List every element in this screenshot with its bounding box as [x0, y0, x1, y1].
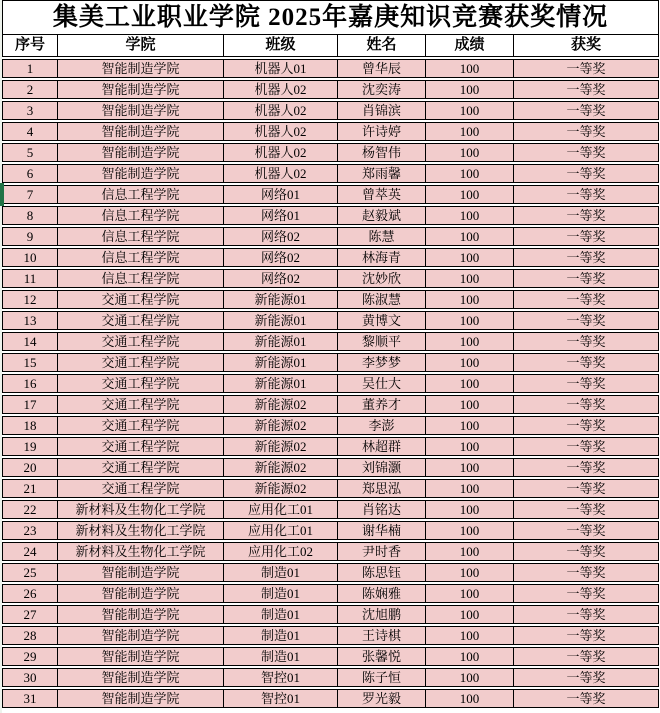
awards-table	[2, 0, 659, 710]
cell-name[interactable]: 罗光毅	[338, 690, 426, 707]
cell-no[interactable]: 16	[3, 375, 58, 392]
cell-college[interactable]: 交通工程学院	[58, 459, 224, 476]
table-row[interactable]	[2, 227, 659, 246]
cell-award[interactable]: 一等奖	[566, 208, 606, 223]
cell-award[interactable]: 一等奖	[566, 229, 606, 244]
cell-score[interactable]: 100	[426, 333, 514, 350]
cell-college[interactable]: 信息工程学院	[58, 228, 224, 245]
cell-score[interactable]: 100	[426, 144, 514, 161]
cell-award[interactable]: 一等奖	[566, 691, 606, 706]
table-row[interactable]	[2, 668, 659, 687]
cell-award[interactable]: 一等奖	[566, 460, 606, 475]
table-row[interactable]	[2, 59, 659, 78]
cell-class[interactable]: 网络01	[224, 186, 338, 203]
cell-no[interactable]: 8	[3, 207, 58, 224]
cell-no[interactable]: 28	[3, 627, 58, 644]
cell-college[interactable]: 智能制造学院	[58, 144, 224, 161]
cell-award[interactable]: 一等奖	[566, 628, 606, 643]
cell-score[interactable]: 100	[426, 186, 514, 203]
cell-no[interactable]: 2	[3, 81, 58, 98]
cell-name[interactable]: 陈思钰	[338, 564, 426, 581]
cell-no[interactable]: 24	[3, 543, 58, 560]
table-row[interactable]	[2, 122, 659, 141]
cell-no[interactable]: 27	[3, 606, 58, 623]
cell-class[interactable]: 制造01	[224, 648, 338, 665]
cell-college[interactable]: 交通工程学院	[58, 312, 224, 329]
cell-name[interactable]: 沈妙欣	[338, 270, 426, 287]
cell-award[interactable]: 一等奖	[566, 103, 606, 118]
cell-name[interactable]: 吴仕大	[338, 375, 426, 392]
cell-no[interactable]: 4	[3, 123, 58, 140]
cell-no[interactable]: 17	[3, 396, 58, 413]
table-row[interactable]	[2, 290, 659, 309]
cell-college[interactable]: 智能制造学院	[58, 669, 224, 686]
cell-award[interactable]: 一等奖	[566, 61, 606, 76]
table-row[interactable]	[2, 80, 659, 99]
cell-no[interactable]: 15	[3, 354, 58, 371]
cell-score[interactable]: 100	[426, 627, 514, 644]
cell-no[interactable]: 19	[3, 438, 58, 455]
cell-class[interactable]: 新能源01	[224, 354, 338, 371]
cell-award[interactable]: 一等奖	[566, 187, 606, 202]
cell-award[interactable]: 一等奖	[566, 586, 606, 601]
cell-class[interactable]: 新能源02	[224, 480, 338, 497]
cell-college[interactable]: 智能制造学院	[58, 585, 224, 602]
cell-no[interactable]: 11	[3, 270, 58, 287]
table-row[interactable]	[2, 647, 659, 666]
cell-class[interactable]: 新能源01	[224, 291, 338, 308]
cell-name[interactable]: 许诗婷	[338, 123, 426, 140]
cell-college[interactable]: 交通工程学院	[58, 291, 224, 308]
cell-name[interactable]: 刘锦灏	[338, 459, 426, 476]
cell-class[interactable]: 网络02	[224, 270, 338, 287]
cell-no[interactable]: 18	[3, 417, 58, 434]
cell-name[interactable]: 李梦梦	[338, 354, 426, 371]
cell-award[interactable]: 一等奖	[566, 397, 606, 412]
cell-class[interactable]: 机器人02	[224, 165, 338, 182]
cell-name[interactable]: 林海青	[338, 249, 426, 266]
cell-class[interactable]: 机器人02	[224, 123, 338, 140]
cell-college[interactable]: 智能制造学院	[58, 648, 224, 665]
cell-name[interactable]: 陈娴雅	[338, 585, 426, 602]
cell-no[interactable]: 12	[3, 291, 58, 308]
table-row[interactable]	[2, 374, 659, 393]
cell-class[interactable]: 新能源02	[224, 396, 338, 413]
cell-award[interactable]: 一等奖	[566, 166, 606, 181]
cell-name[interactable]: 肖锦滨	[338, 102, 426, 119]
cell-college[interactable]: 新材料及生物化工学院	[58, 522, 224, 539]
cell-class[interactable]: 网络02	[224, 249, 338, 266]
cell-class[interactable]: 制造01	[224, 627, 338, 644]
cell-score[interactable]: 100	[426, 522, 514, 539]
cell-college[interactable]: 智能制造学院	[58, 690, 224, 707]
cell-score[interactable]: 100	[426, 480, 514, 497]
cell-name[interactable]: 谢华楠	[338, 522, 426, 539]
cell-name[interactable]: 陈子恒	[338, 669, 426, 686]
table-title-cell[interactable]: 集美工业职业学院 2025年嘉庚知识竞赛获奖情况	[2, 0, 659, 35]
cell-class[interactable]: 应用化工01	[224, 522, 338, 539]
table-row[interactable]	[2, 248, 659, 267]
cell-class[interactable]: 应用化工01	[224, 501, 338, 518]
cell-score[interactable]: 100	[426, 648, 514, 665]
cell-class[interactable]: 制造01	[224, 585, 338, 602]
cell-college[interactable]: 智能制造学院	[58, 102, 224, 119]
table-body	[2, 59, 659, 708]
table-row[interactable]	[2, 353, 659, 372]
table-row[interactable]	[2, 521, 659, 540]
cell-name[interactable]: 沈旭鹏	[338, 606, 426, 623]
cell-award[interactable]: 一等奖	[566, 439, 606, 454]
table-row[interactable]	[2, 605, 659, 624]
cell-class[interactable]: 智控01	[224, 669, 338, 686]
cell-college[interactable]: 交通工程学院	[58, 354, 224, 371]
cell-score[interactable]: 100	[426, 312, 514, 329]
cell-score[interactable]: 100	[426, 606, 514, 623]
cell-class[interactable]: 制造01	[224, 606, 338, 623]
header-cell-class[interactable]: 班级	[224, 35, 338, 56]
cell-score[interactable]: 100	[426, 270, 514, 287]
header-cell-score[interactable]: 成绩	[426, 35, 514, 56]
cell-award[interactable]: 一等奖	[566, 250, 606, 265]
cell-score[interactable]: 100	[426, 459, 514, 476]
cell-college[interactable]: 智能制造学院	[58, 165, 224, 182]
cell-name[interactable]: 尹时香	[338, 543, 426, 560]
cell-college[interactable]: 智能制造学院	[58, 123, 224, 140]
cell-class[interactable]: 网络02	[224, 228, 338, 245]
cell-score[interactable]: 100	[426, 354, 514, 371]
cell-no[interactable]: 21	[3, 480, 58, 497]
cell-award[interactable]: 一等奖	[566, 418, 606, 433]
table-row[interactable]	[2, 689, 659, 708]
cell-score[interactable]: 100	[426, 207, 514, 224]
cell-no[interactable]: 25	[3, 564, 58, 581]
cell-award[interactable]: 一等奖	[566, 481, 606, 496]
cell-score[interactable]: 100	[426, 249, 514, 266]
cell-name[interactable]: 王诗棋	[338, 627, 426, 644]
cell-name[interactable]: 林超群	[338, 438, 426, 455]
cell-name[interactable]: 杨智伟	[338, 144, 426, 161]
cell-college[interactable]: 智能制造学院	[58, 564, 224, 581]
cell-name[interactable]: 郑思泓	[338, 480, 426, 497]
cell-award[interactable]: 一等奖	[566, 544, 606, 559]
cell-name[interactable]: 张馨悦	[338, 648, 426, 665]
cell-award[interactable]: 一等奖	[566, 313, 606, 328]
table-row[interactable]	[2, 185, 659, 204]
cell-no[interactable]: 14	[3, 333, 58, 350]
cell-college[interactable]: 信息工程学院	[58, 249, 224, 266]
cell-class[interactable]: 新能源02	[224, 438, 338, 455]
cell-award[interactable]: 一等奖	[566, 334, 606, 349]
cell-no[interactable]: 5	[3, 144, 58, 161]
cell-name[interactable]: 黄博文	[338, 312, 426, 329]
header-cell-college[interactable]: 学院	[58, 35, 224, 56]
cell-score[interactable]: 100	[426, 165, 514, 182]
cell-name[interactable]: 曾萃英	[338, 186, 426, 203]
header-cell-award[interactable]: 获奖	[570, 37, 601, 53]
cell-score[interactable]: 100	[426, 102, 514, 119]
cell-college[interactable]: 交通工程学院	[58, 333, 224, 350]
cell-score[interactable]: 100	[426, 417, 514, 434]
cell-score[interactable]: 100	[426, 60, 514, 77]
cell-award[interactable]: 一等奖	[566, 292, 606, 307]
cell-class[interactable]: 机器人02	[224, 81, 338, 98]
cell-class[interactable]: 机器人01	[224, 60, 338, 77]
table-row[interactable]	[2, 269, 659, 288]
cell-no[interactable]: 9	[3, 228, 58, 245]
cell-score[interactable]: 100	[426, 690, 514, 707]
cell-name[interactable]: 陈慧	[338, 228, 426, 245]
cell-college[interactable]: 交通工程学院	[58, 438, 224, 455]
cell-score[interactable]: 100	[426, 396, 514, 413]
cell-award[interactable]: 一等奖	[566, 271, 606, 286]
table-row[interactable]	[2, 395, 659, 414]
cell-class[interactable]: 新能源02	[224, 459, 338, 476]
cell-no[interactable]: 29	[3, 648, 58, 665]
cell-award[interactable]: 一等奖	[566, 523, 606, 538]
table-row[interactable]	[2, 542, 659, 561]
header-cell-name[interactable]: 姓名	[338, 35, 426, 56]
table-row[interactable]	[2, 416, 659, 435]
cell-score[interactable]: 100	[426, 501, 514, 518]
cell-award[interactable]: 一等奖	[566, 565, 606, 580]
table-header-row	[2, 35, 659, 57]
cell-college[interactable]: 智能制造学院	[58, 606, 224, 623]
cell-award[interactable]: 一等奖	[566, 145, 606, 160]
cell-award[interactable]: 一等奖	[566, 124, 606, 139]
cell-award[interactable]: 一等奖	[566, 502, 606, 517]
table-row[interactable]	[2, 206, 659, 225]
cell-college[interactable]: 交通工程学院	[58, 417, 224, 434]
cell-no[interactable]: 13	[3, 312, 58, 329]
table-row[interactable]	[2, 437, 659, 456]
cell-award[interactable]: 一等奖	[566, 670, 606, 685]
cell-college[interactable]: 交通工程学院	[58, 480, 224, 497]
cell-award[interactable]: 一等奖	[566, 355, 606, 370]
cell-award[interactable]: 一等奖	[566, 376, 606, 391]
table-row[interactable]	[2, 164, 659, 183]
cell-no[interactable]: 26	[3, 585, 58, 602]
cell-name[interactable]: 郑雨馨	[338, 165, 426, 182]
cell-class[interactable]: 网络01	[224, 207, 338, 224]
table-row[interactable]	[2, 101, 659, 120]
cell-class[interactable]: 智控01	[224, 690, 338, 707]
cell-college[interactable]: 信息工程学院	[58, 270, 224, 287]
cell-class[interactable]: 机器人02	[224, 144, 338, 161]
cell-score[interactable]: 100	[426, 123, 514, 140]
cell-no[interactable]: 22	[3, 501, 58, 518]
table-row[interactable]	[2, 311, 659, 330]
cell-no[interactable]: 23	[3, 522, 58, 539]
cell-name[interactable]: 黎顺平	[338, 333, 426, 350]
cell-college[interactable]: 智能制造学院	[58, 627, 224, 644]
cell-name[interactable]: 沈奕涛	[338, 81, 426, 98]
cell-score[interactable]: 100	[426, 81, 514, 98]
cell-college[interactable]: 智能制造学院	[58, 81, 224, 98]
cell-score[interactable]: 100	[426, 585, 514, 602]
table-row[interactable]	[2, 479, 659, 498]
cell-score[interactable]: 100	[426, 375, 514, 392]
table-row[interactable]	[2, 563, 659, 582]
cell-class[interactable]: 新能源01	[224, 333, 338, 350]
cell-award[interactable]: 一等奖	[566, 607, 606, 622]
cell-no[interactable]: 1	[3, 60, 58, 77]
cell-name[interactable]: 陈淑慧	[338, 291, 426, 308]
table-row[interactable]	[2, 143, 659, 162]
cell-score[interactable]: 100	[426, 438, 514, 455]
cell-name[interactable]: 肖铭达	[338, 501, 426, 518]
cell-class[interactable]: 机器人02	[224, 102, 338, 119]
cell-class[interactable]: 制造01	[224, 564, 338, 581]
cell-name[interactable]: 李澎	[338, 417, 426, 434]
cell-score[interactable]: 100	[426, 669, 514, 686]
cell-score[interactable]: 100	[426, 543, 514, 560]
cell-college[interactable]: 交通工程学院	[58, 396, 224, 413]
cell-college[interactable]: 新材料及生物化工学院	[58, 501, 224, 518]
cell-college[interactable]: 信息工程学院	[58, 207, 224, 224]
cell-name[interactable]: 董养才	[338, 396, 426, 413]
cell-score[interactable]: 100	[426, 564, 514, 581]
cell-class[interactable]: 应用化工02	[224, 543, 338, 560]
cell-no[interactable]: 7	[3, 186, 58, 203]
cell-award[interactable]: 一等奖	[566, 649, 606, 664]
cell-no[interactable]: 31	[3, 690, 58, 707]
cell-name[interactable]: 赵毅斌	[338, 207, 426, 224]
cell-college[interactable]: 交通工程学院	[58, 375, 224, 392]
cell-no[interactable]: 6	[3, 165, 58, 182]
cell-award[interactable]: 一等奖	[566, 82, 606, 97]
cell-name[interactable]: 曾华辰	[338, 60, 426, 77]
table-row[interactable]	[2, 500, 659, 519]
cell-college[interactable]: 智能制造学院	[58, 60, 224, 77]
cell-score[interactable]: 100	[426, 291, 514, 308]
cell-college[interactable]: 信息工程学院	[58, 186, 224, 203]
cell-class[interactable]: 新能源01	[224, 375, 338, 392]
cell-no[interactable]: 20	[3, 459, 58, 476]
cell-college[interactable]: 新材料及生物化工学院	[58, 543, 224, 560]
cell-score[interactable]: 100	[426, 228, 514, 245]
cell-no[interactable]: 3	[3, 102, 58, 119]
table-row[interactable]	[2, 626, 659, 645]
table-row[interactable]	[2, 332, 659, 351]
cell-class[interactable]: 新能源01	[224, 312, 338, 329]
table-row[interactable]	[2, 584, 659, 603]
cell-class[interactable]: 新能源02	[224, 417, 338, 434]
table-row[interactable]	[2, 458, 659, 477]
header-cell-no[interactable]: 序号	[3, 35, 58, 56]
cell-no[interactable]: 30	[3, 669, 58, 686]
cell-no[interactable]: 10	[3, 249, 58, 266]
